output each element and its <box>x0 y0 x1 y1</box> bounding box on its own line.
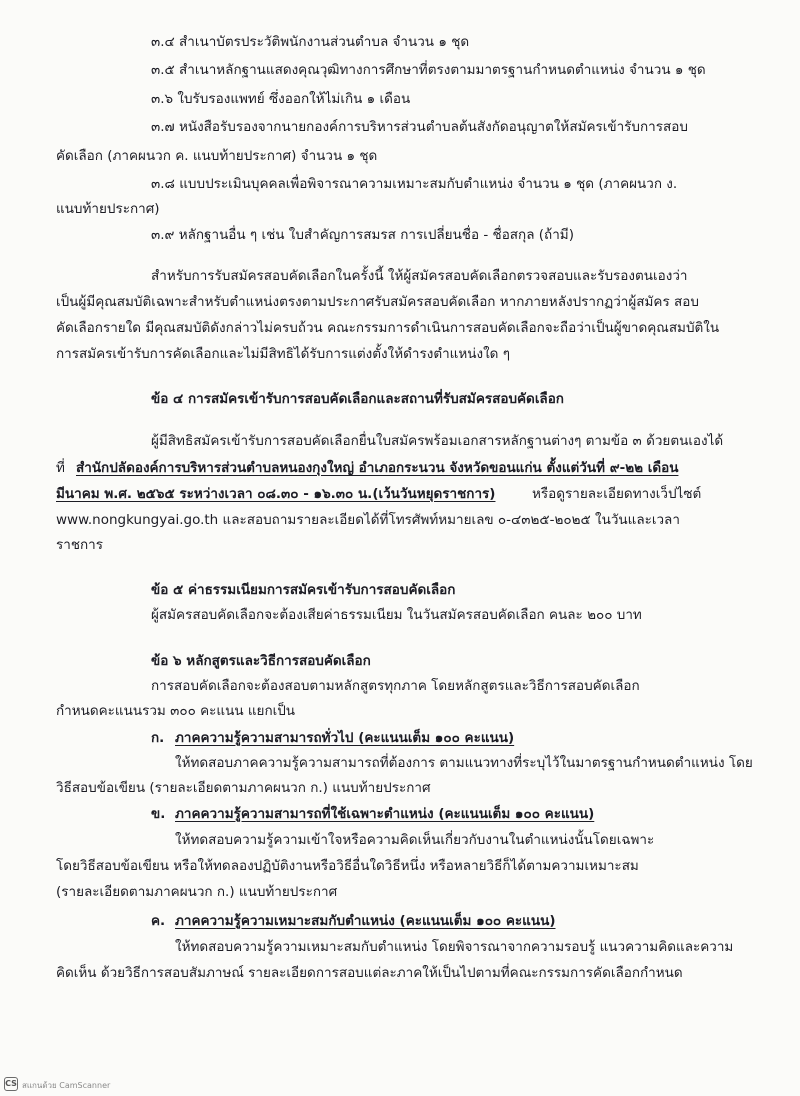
heading-section-5: ข้อ ๕ ค่าธรรมเนียมการสมัครเข้ารับการสอบคัดเลือก <box>151 582 456 598</box>
item-3-7-line2: คัดเลือก (ภาคผนวก ค. แนบท้ายประกาศ) จำนวน ๑ ชุด <box>56 148 378 164</box>
heading-section-4: ข้อ ๔ การสมัครเข้ารับการสอบคัดเลือกและสถานที่รับสมัครสอบคัดเลือก <box>151 391 564 407</box>
section-4-website-intro: หรือดูรายละเอียดทางเว็ปไซต์ <box>532 486 702 502</box>
part-kha-line2: โดยวิธีสอบข้อเขียน หรือให้ทดลองปฏิบัติงานหรือวิธีอื่นใดวิธีหนึ่ง หรือหลายวิธีก็ได้ตามความเหมาะสม <box>56 858 639 874</box>
part-kho-line1: ให้ทดสอบความรู้ความเหมาะสมกับตำแหน่ง โดยพิจารณาจากความรอบรู้ แนวความคิดและความ <box>175 939 734 955</box>
item-3-5: ๓.๕ สำเนาหลักฐานแสดงคุณวุฒิทางการศึกษาที่ตรงตามมาตรฐานกำหนดตำแหน่ง จำนวน ๑ ชุด <box>151 62 706 78</box>
item-3-8-line2: แนบท้ายประกาศ) <box>56 201 160 217</box>
part-ka-line1: ให้ทดสอบภาคความรู้ความสามารถที่ต้องการ ตามแนวทางที่ระบุไว้ในมาตรฐานกำหนดตำแหน่ง โดย <box>175 755 753 771</box>
part-ka-label: ก. <box>151 730 165 746</box>
section-4-application-period: มีนาคม พ.ศ. ๒๕๖๕ ระหว่างเวลา ๐๘.๓๐ - ๑๖.๓๐ น.(เว้นวันหยุดราชการ) <box>56 486 496 502</box>
section-5-fee: ผู้สมัครสอบคัดเลือกจะต้องเสียค่าธรรมเนียม ในวันสมัครสอบคัดเลือก คนละ ๒๐๐ บาท <box>151 607 642 623</box>
part-kha-title: ภาคความรู้ความสามารถที่ใช้เฉพาะตำแหน่ง (คะแนนเต็ม ๑๐๐ คะแนน) <box>175 806 595 822</box>
part-kho-line2: คิดเห็น ด้วยวิธีการสอบสัมภาษณ์ รายละเอียดการสอบแต่ละภาคให้เป็นไปตามที่คณะกรรมการคัดเลือกกำหนด <box>56 965 683 981</box>
part-kho-label: ค. <box>151 913 166 929</box>
section-4-line5: ราชการ <box>56 537 103 553</box>
camscanner-logo-icon: CS <box>4 1077 18 1091</box>
item-3-9: ๓.๙ หลักฐานอื่น ๆ เช่น ใบสำคัญการสมรส การเปลี่ยนชื่อ - ชื่อสกุล (ถ้ามี) <box>151 227 574 243</box>
part-kha-label: ข. <box>151 806 166 822</box>
section-4-line2-prefix: ที่ <box>56 460 65 476</box>
section-4-office-location: สำนักปลัดองค์การบริหารส่วนตำบลหนองกุงใหญ่ อำเภอกระนวน จังหวัดขอนแก่น ตั้งแต่วันที่ ๙-๒๒ เดือน <box>76 460 679 476</box>
item-3-7-line1: ๓.๗ หนังสือรับรองจากนายกองค์การบริหารส่วนตำบลต้นสังกัดอนุญาตให้สมัครเข้ารับการสอบ <box>151 119 688 135</box>
camscanner-watermark: สแกนด้วย CamScanner <box>22 1081 111 1090</box>
item-3-6: ๓.๖ ใบรับรองแพทย์ ซึ่งออกให้ไม่เกิน ๑ เดือน <box>151 91 411 107</box>
section-4-website-phone: www.nongkungyai.go.th และสอบถามรายละเอียดได้ที่โทรศัพท์หมายเลข ๐-๔๓๒๕-๒๐๒๕ ในวันและเวลา <box>56 512 680 528</box>
paragraph-eligibility-line3: คัดเลือกรายใด มีคุณสมบัติดังกล่าวไม่ครบถ้วน คณะกรรมการดำเนินการสอบคัดเลือกจะถือว่าเป็นผู้ขาดคุณสมบัติใน <box>56 320 720 336</box>
part-ka-line2: วิธีสอบข้อเขียน (รายละเอียดตามภาคผนวก ก.) แนบท้ายประกาศ <box>56 780 431 796</box>
part-kha-line1: ให้ทดสอบความรู้ความเข้าใจหรือความคิดเห็นเกี่ยวกับงานในตำแหน่งนั้นโดยเฉพาะ <box>175 832 655 848</box>
paragraph-eligibility-line4: การสมัครเข้ารับการคัดเลือกและไม่มีสิทธิได้รับการแต่งตั้งให้ดำรงตำแหน่งใด ๆ <box>56 346 510 362</box>
paragraph-eligibility-line1: สำหรับการรับสมัครสอบคัดเลือกในครั้งนี้ ให้ผู้สมัครสอบคัดเลือกตรวจสอบและรับรองตนเองว่า <box>151 268 688 284</box>
item-3-8-line1: ๓.๘ แบบประเมินบุคคลเพื่อพิจารณาความเหมาะสมกับตำแหน่ง จำนวน ๑ ชุด (ภาคผนวก ง. <box>151 176 678 192</box>
section-4-line1: ผู้มีสิทธิสมัครเข้ารับการสอบคัดเลือกยื่นใบสมัครพร้อมเอกสารหลักฐานต่างๆ ตามข้อ ๓ ด้วยตนเองได้ <box>151 433 724 449</box>
paragraph-eligibility-line2: เป็นผู้มีคุณสมบัติเฉพาะสำหรับตำแหน่งตรงตามประกาศรับสมัครสอบคัดเลือก หากภายหลังปรากฏว่าผู้สมัคร สอบ <box>56 294 699 310</box>
section-6-line1: การสอบคัดเลือกจะต้องสอบตามหลักสูตรทุกภาค โดยหลักสูตรและวิธีการสอบคัดเลือก <box>151 678 640 694</box>
section-6-line2: กำหนดคะแนนรวม ๓๐๐ คะแนน แยกเป็น <box>56 703 296 719</box>
part-kha-line3: (รายละเอียดตามภาคผนวก ก.) แนบท้ายประกาศ <box>56 884 338 900</box>
item-3-4: ๓.๔ สำเนาบัตรประวัติพนักงานส่วนตำบล จำนวน ๑ ชุด <box>151 34 470 50</box>
part-kho-title: ภาคความรู้ความเหมาะสมกับตำแหน่ง (คะแนนเต็ม ๑๐๐ คะแนน) <box>175 913 556 929</box>
part-ka-title: ภาคความรู้ความสามารถทั่วไป (คะแนนเต็ม ๑๐๐ คะแนน) <box>175 730 515 746</box>
heading-section-6: ข้อ ๖ หลักสูตรและวิธีการสอบคัดเลือก <box>151 653 371 669</box>
